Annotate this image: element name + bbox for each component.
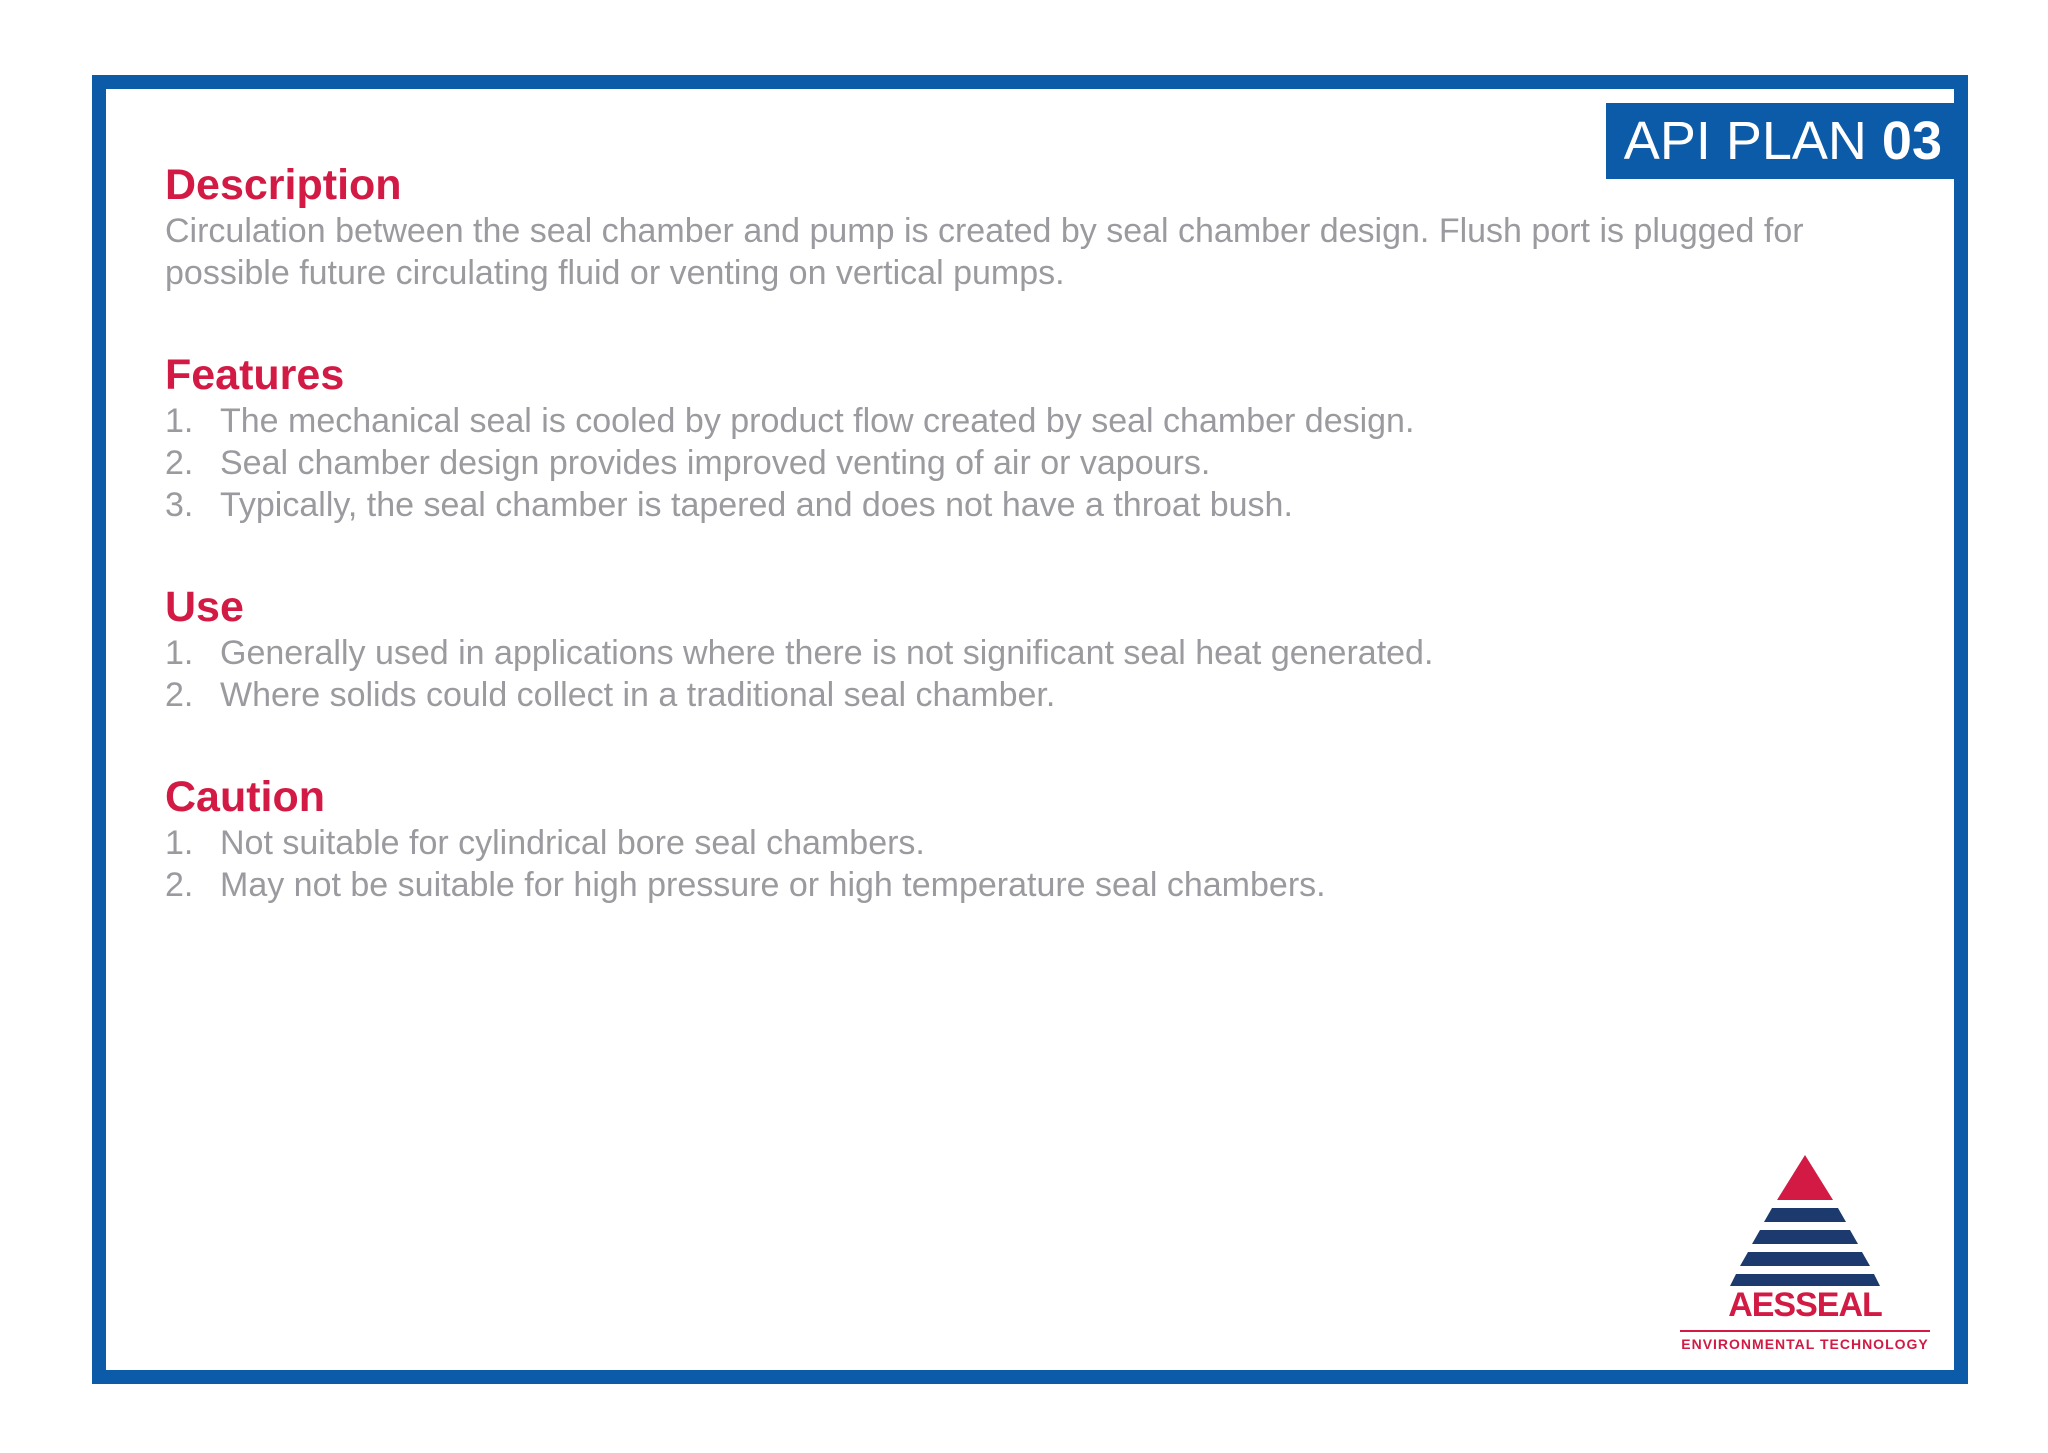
list-item — [165, 674, 1915, 716]
logo-apex-triangle — [1777, 1155, 1833, 1200]
list-item — [165, 484, 1915, 526]
section-use — [165, 582, 1915, 716]
section-heading: Use — [165, 583, 244, 631]
section-heading: Description — [165, 161, 402, 209]
list-index: 2. — [165, 866, 194, 904]
list-item — [165, 400, 1915, 442]
list-index: 1. — [165, 402, 194, 440]
logo-stripe-3 — [1740, 1252, 1870, 1266]
list-index: 1. — [165, 824, 194, 862]
caution-list — [165, 822, 1915, 906]
list-item — [165, 864, 1915, 906]
list-text: Typically, the seal chamber is tapered and does not have a throat bush. — [220, 486, 1293, 524]
list-text: Not suitable for cylindrical bore seal chambers. — [220, 824, 925, 862]
list-index: 2. — [165, 444, 194, 482]
logo-tagline: ENVIRONMENTAL TECHNOLOGY — [1680, 1330, 1930, 1352]
use-list — [165, 632, 1915, 716]
logo-stripe-1 — [1764, 1208, 1846, 1222]
features-list — [165, 400, 1915, 526]
section-heading: Caution — [165, 773, 326, 821]
list-text: Where solids could collect in a traditional seal chamber. — [220, 676, 1056, 714]
plan-badge-label: API PLAN — [1623, 111, 1867, 171]
list-item — [165, 632, 1915, 674]
content — [165, 160, 1915, 962]
list-item — [165, 822, 1915, 864]
plan-badge-number: 03 — [1881, 111, 1942, 171]
list-index: 3. — [165, 486, 194, 524]
list-index: 2. — [165, 676, 194, 714]
list-text: May not be suitable for high pressure or high temperature seal chambers. — [220, 866, 1326, 904]
section-caution — [165, 772, 1915, 906]
section-heading: Features — [165, 351, 345, 399]
logo-stripe-2 — [1752, 1230, 1858, 1244]
section-description — [165, 160, 1915, 294]
section-features — [165, 350, 1915, 526]
logo-wordmark: AESSEAL — [1728, 1286, 1882, 1324]
list-index: 1. — [165, 634, 194, 672]
list-text: The mechanical seal is cooled by product flow created by seal chamber design. — [220, 402, 1415, 440]
aesseal-logo-mark — [1680, 1150, 1930, 1328]
list-text: Generally used in applications where there is not significant seal heat generated. — [220, 634, 1434, 672]
list-text: Seal chamber design provides improved venting of air or vapours. — [220, 444, 1211, 482]
list-item — [165, 442, 1915, 484]
section-body: Circulation between the seal chamber and pump is created by seal chamber design. Flush port is plugged for possible future circulating fluid or venting on vertical pumps. — [165, 212, 1804, 292]
logo-stripe-4 — [1730, 1274, 1880, 1286]
aesseal-logo — [1680, 1150, 1930, 1355]
